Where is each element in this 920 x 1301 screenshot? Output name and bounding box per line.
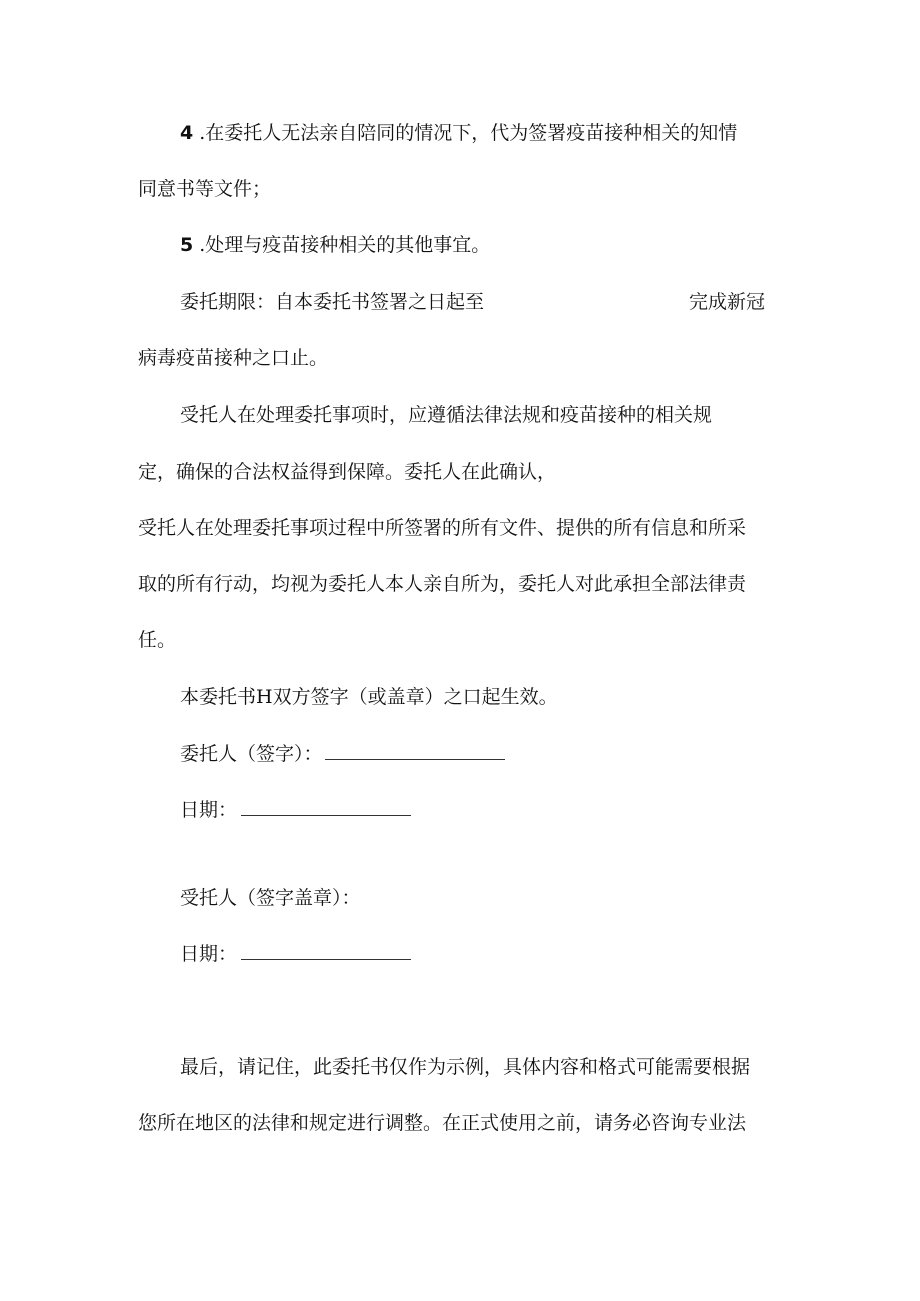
item-4-number: 4 bbox=[180, 122, 194, 144]
agent-date-row bbox=[180, 942, 411, 966]
agent-date-blank[interactable] bbox=[241, 943, 411, 960]
term-part-2: 完成新冠 bbox=[689, 291, 766, 313]
item-5-line bbox=[180, 233, 490, 257]
principal-signature-row bbox=[180, 742, 505, 766]
note-line-2: 您所在地区的法律和规定进行调整。在正式使用之前，请务必咨询专业法 bbox=[138, 1112, 747, 1134]
item-4-text: .在委托人无法亲自陪同的情况下，代为签署疫苗接种相关的知情 bbox=[199, 122, 738, 144]
principal-date-label: 日期： bbox=[180, 799, 238, 821]
duty-line-5: 任。 bbox=[138, 629, 177, 651]
agent-date-label: 日期： bbox=[180, 943, 238, 965]
agent-signature-row bbox=[180, 886, 361, 910]
principal-date-row bbox=[180, 798, 411, 822]
term-line-2: 病毒疫苗接种之口止。 bbox=[138, 347, 329, 369]
duty-line-2: 定，确保的合法权益得到保障。委托人在此确认， bbox=[138, 461, 557, 483]
principal-signature-label: 委托人（签字）： bbox=[180, 743, 323, 765]
note-line-1: 最后，请记住，此委托书仅作为示例，具体内容和格式可能需要根据 bbox=[180, 1056, 751, 1078]
term-part-1: 委托期限：自本委托书签署之日起至 bbox=[180, 291, 485, 313]
item-4-line-1 bbox=[180, 121, 737, 145]
principal-date-blank[interactable] bbox=[241, 799, 411, 816]
agent-signature-label: 受托人（签字盖章）： bbox=[180, 887, 361, 909]
duty-line-4: 取的所有行动，均视为委托人本人亲自所为，委托人对此承担全部法律责 bbox=[138, 573, 747, 595]
item-5-number: 5 bbox=[180, 234, 194, 256]
principal-signature-blank[interactable] bbox=[325, 743, 505, 760]
duty-line-3: 受托人在处理委托事项过程中所签署的所有文件、提供的所有信息和所采 bbox=[138, 517, 747, 539]
item-5-text: .处理与疫苗接种相关的其他事宜。 bbox=[199, 234, 491, 256]
duty-line-1: 受托人在处理委托事项时，应遵循法律法规和疫苗接种的相关规 bbox=[180, 404, 713, 426]
item-4-line-2: 同意书等文件； bbox=[138, 178, 272, 200]
effect-clause: 本委托书H双方签字（或盖章）之口起生效。 bbox=[180, 686, 558, 708]
